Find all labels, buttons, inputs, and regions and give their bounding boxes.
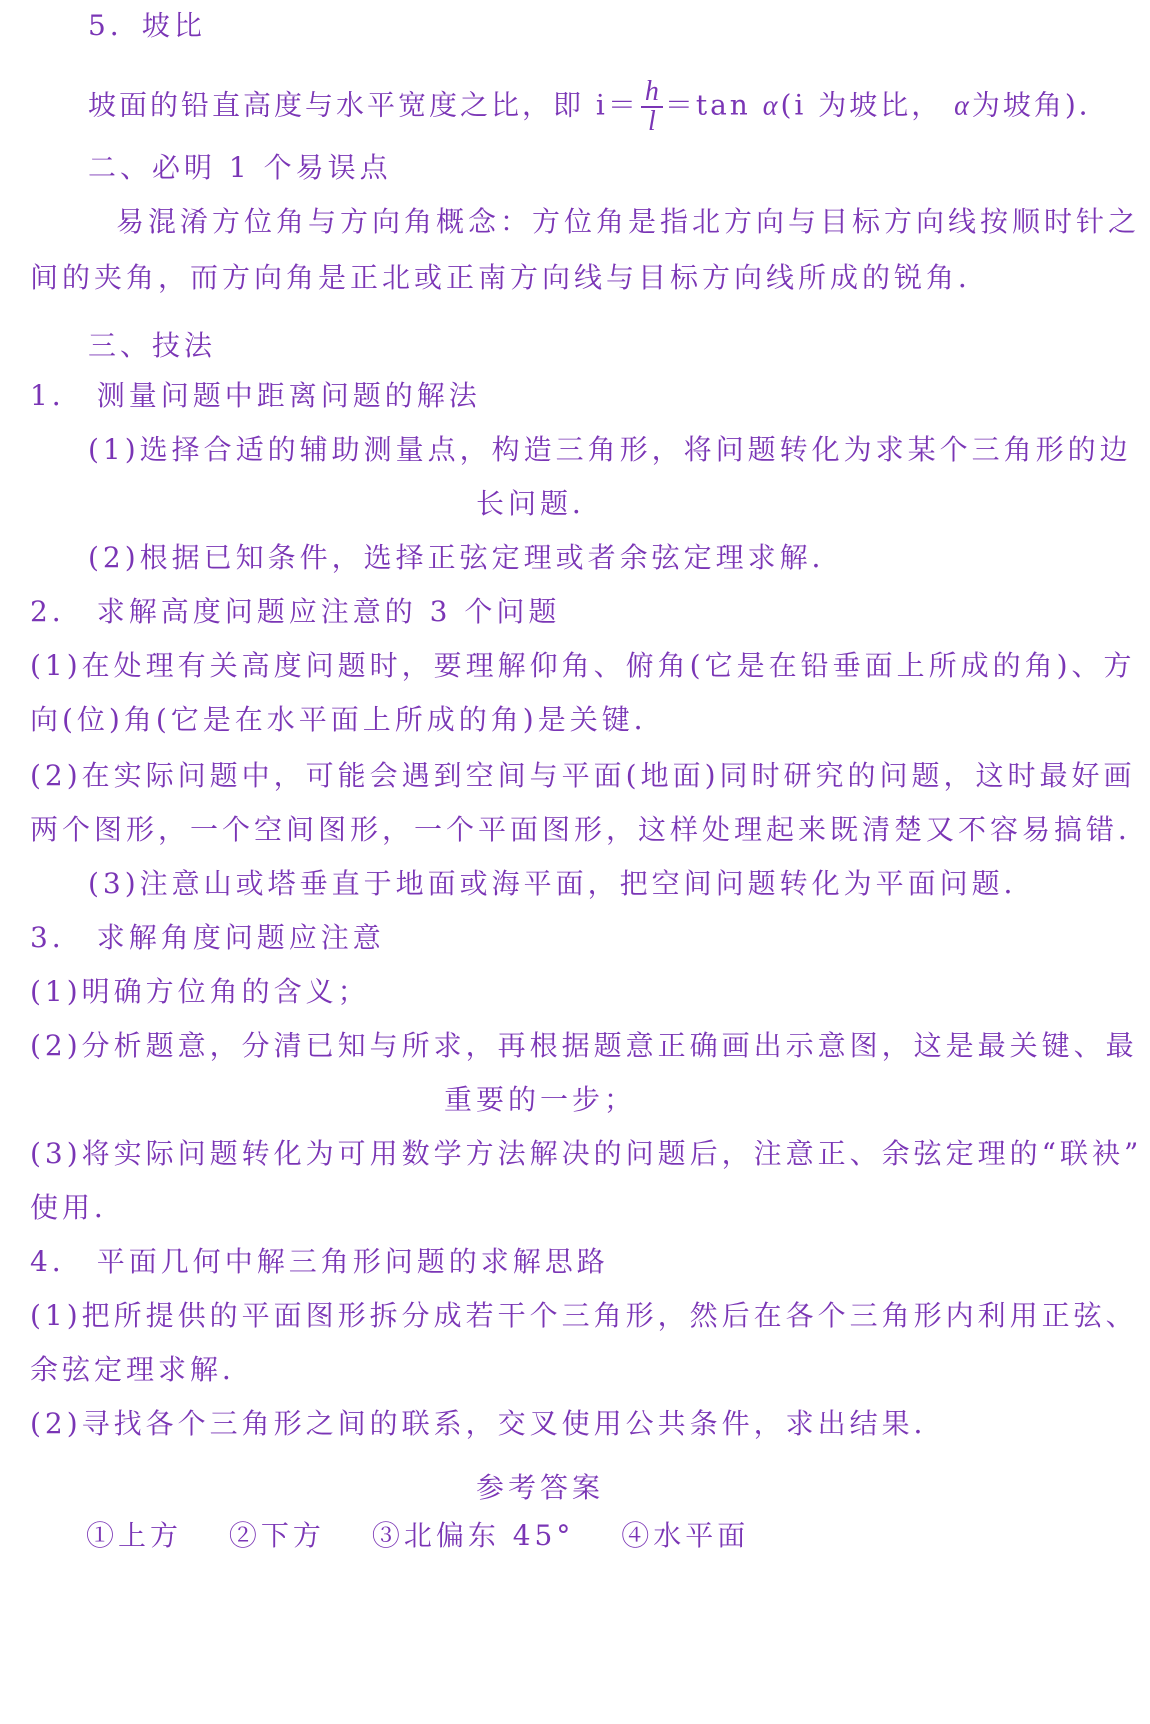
slope-note-text: (i 为坡比， [780, 88, 943, 122]
answer-item-2: ②下方 [228, 1519, 325, 1552]
answer-item-4: ④水平面 [621, 1519, 750, 1552]
alpha-symbol: α [762, 90, 781, 122]
tip4-item2: (2)寻找各个三角形之间的联系，交叉使用公共条件，求出结果． [30, 1407, 946, 1440]
tip2-heading: 2． 求解高度问题应注意的 3 个问题 [30, 595, 561, 628]
tip2-item2-line1: (2)在实际问题中，可能会遇到空间与平面(地面)同时研究的问题，这时最好画 [30, 759, 1136, 792]
tip3-item3-line2: 使用． [30, 1191, 127, 1224]
fraction-numerator: h [641, 78, 663, 108]
slope-definition-text: 坡面的铅直高度与水平宽度之比，即 i＝ [88, 88, 639, 122]
section2-paragraph-line1: 易混淆方位角与方向角概念：方位角是指北方向与目标方向线按顺时针之 [116, 205, 1141, 238]
tip3-heading: 3． 求解角度问题应注意 [30, 921, 385, 954]
section2-heading: 二、必明 1 个易误点 [88, 151, 392, 184]
answers-heading: 参考答案 [475, 1471, 604, 1504]
tip2-item1-line1: (1)在处理有关高度问题时，要理解仰角、俯角(它是在铅垂面上所成的角)、方 [30, 649, 1136, 682]
answers-list [86, 1516, 783, 1556]
tip3-item3-line1: (3)将实际问题转化为可用数学方法解决的问题后，注意正、余弦定理的“联袂” [30, 1137, 1143, 1170]
tip4-heading: 4． 平面几何中解三角形问题的求解思路 [30, 1245, 609, 1278]
answer-item-3: ③北偏东 45° [371, 1519, 575, 1552]
section2-paragraph-line2: 间的夹角，而方向角是正北或正南方向线与目标方向线所成的锐角． [30, 261, 991, 294]
slope-heading: 5．坡比 [88, 9, 206, 42]
tip4-item1-line1: (1)把所提供的平面图形拆分成若干个三角形，然后在各个三角形内利用正弦、 [30, 1299, 1138, 1332]
tip1-item1-line1: (1)选择合适的辅助测量点，构造三角形，将问题转化为求某个三角形的边 [88, 433, 1132, 466]
tip3-item2-line1: (2)分析题意，分清已知与所求，再根据题意正确画出示意图，这是最关键、最 [30, 1029, 1138, 1062]
tip3-item1: (1)明确方位角的含义； [30, 975, 370, 1008]
tip1-heading: 1． 测量问题中距离问题的解法 [30, 379, 481, 412]
answer-item-1: ①上方 [86, 1519, 183, 1552]
tip1-item2: (2)根据已知条件，选择正弦定理或者余弦定理求解． [88, 541, 844, 574]
tan-text: ＝tan [664, 88, 751, 122]
section3-heading: 三、技法 [88, 329, 217, 362]
alpha-symbol-2: α [954, 90, 972, 122]
tip3-item2-line2: 重要的一步； [443, 1083, 636, 1116]
tip1-item1-line2: 长问题． [475, 487, 604, 520]
slope-fraction [641, 78, 663, 136]
slope-note-end: 为坡角)． [971, 88, 1110, 122]
fraction-denominator: l [647, 106, 656, 137]
tip2-item2-line2: 两个图形，一个空间图形，一个平面图形，这样处理起来既清楚又不容易搞错． [30, 813, 1150, 846]
tip2-item1-line2: 向(位)角(它是在水平面上所成的角)是关键． [30, 703, 666, 736]
tip4-item1-line2: 余弦定理求解． [30, 1353, 255, 1386]
slope-definition [88, 78, 1110, 136]
tip2-item3: (3)注意山或塔垂直于地面或海平面，把空间问题转化为平面问题． [88, 867, 1036, 900]
